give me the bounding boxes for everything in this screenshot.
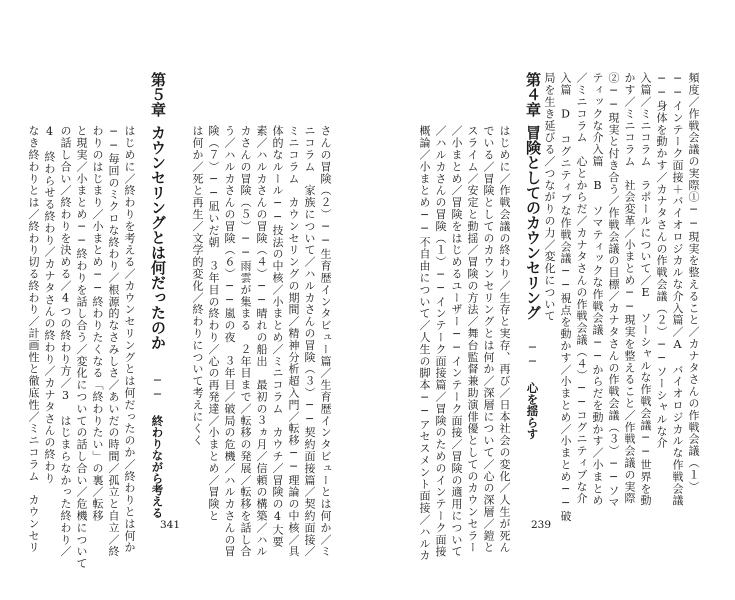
chapter-label: 第４章 (524, 72, 542, 117)
toc-line: でいる／冒険としてのカウンセリングとは何か／深層について／心の深層／鎧と (482, 125, 495, 554)
chapter-label: 第５章 (149, 72, 167, 117)
toc-line: ──毎回のミクロな終わり／根源的なさみしさ／あいだの時間／孤立と自立／終 (107, 125, 120, 558)
toc-line: スライム／安定と動揺／冒険の方法／舞台監督兼助演俳優としてのカウンセラー (466, 125, 479, 554)
toc-line: はじめに／終わりを考える／カウンセリングとは何だったのか／終わりとは何か (123, 125, 136, 554)
chapter-subtitle: ── 終わりながら考える (150, 373, 165, 519)
toc-line: う／ハルカさんの冒険（６）──嵐の夜 ３年目／破局の危機／ハルカさんの冒 (223, 125, 236, 558)
toc-line: 4 終わらせる終わり／カナタさんの終わり／カナタさんの終わり (43, 125, 56, 484)
toc-line: わりのはじまり／小まとめ──終わりたくなる「終わりたい」の裏／転移 (91, 125, 104, 522)
toc-line: 概論／小まとめ──不自由について／人生の脚本──アセスメント面接／ハルカ (418, 125, 431, 562)
left-page (0, 0, 367, 600)
toc-line: ②──現実と付き合う／作戦会議の目標／カナタさんの作戦会議（３）──ソマ (607, 72, 620, 509)
chapter-subtitle: ── 心を揺らす (525, 340, 540, 440)
right-page (368, 0, 735, 600)
toc-line: ニコラム 家族について／ハルカさんの冒険（３）──契約面接篇／契約面接／ (303, 125, 316, 558)
page-number: 341 (160, 519, 181, 531)
toc-line: さんの冒険（２）──生育歴インタビュー篇／生育歴インタビューとは何か／ミ (319, 125, 332, 558)
toc-line: と現実／小まとめ──終わりを話し合う／変化についての話し合い／危機について (75, 125, 88, 570)
toc-line: ティックな介入篇 B ソマティックな作戦会議──からだを動かす／小まとめ (591, 72, 604, 507)
toc-line: なき終わりとは／終わり切る終わり／計画性と徹底性／ミニコラム カウンセリ (27, 125, 40, 554)
toc-line: 素／ハルカさんの冒険（４）──晴れの船出 最初の３ヵ月／信頼の構築／ハル (255, 125, 268, 558)
toc-line: ／ミニコラム 心とからだ／カナタさんの作戦会議（４）──コグニティブな介 (575, 72, 588, 505)
toc-line: 入篇／ミニコラム ラポールについて／E ソーシャルな作戦会議──世界を動 (639, 72, 652, 507)
toc-line: 体的なルール──技法の中核／小まとめ／ミニコラム カウチ／冒険の4大要 (271, 125, 284, 548)
toc-line: ／ハルカさんの冒険（１）──インテーク面接篇／冒険のためのインテーク面接 (434, 125, 447, 558)
toc-line: 頻度／作戦会議の実際①──現実を整えること／カナタさんの作戦会議（１） (687, 72, 700, 493)
page-number: 239 (531, 519, 552, 531)
chapter-title: 冒険としてのカウンセリング (524, 125, 542, 320)
toc-line: ミニコラム カウンセリングの期間／精神分析超入門／転移──理論の中核／具 (287, 125, 300, 558)
toc-line: カさんの冒険（５）──雨雲が集まる ２年目まで／転移の発展／転移を話し合 (239, 125, 252, 558)
toc-line: は何か／死と再生／文学的変化／終わりについて考えにくく (191, 125, 204, 447)
toc-line: かす／ミニコラム 社会変革／小まとめ──現実を整えること／作戦会議の実際 (623, 72, 636, 505)
toc-line: の話し合い／終わりを決める／4つの終わり方／3 はじまらなかった終わり／ (59, 125, 72, 558)
toc-line: 入篇 D コグニティブな作戦会議──視点を動かす／小まとめ／小まとめ──破 (559, 72, 572, 523)
toc-line: 険（７）──凪いだ朝 ３年目の終わり／心の再発達／小まとめ／冒険と (207, 125, 220, 522)
toc-line: はじめに／作戦会議の終わり／生存と実存、再び／日本社会の変化／人生が死ん (498, 125, 511, 554)
toc-line: 局を生き延びる／つながりの力／変化について (543, 72, 556, 322)
chapter-title: カウンセリングとは何だったのか (149, 125, 167, 350)
toc-line: ／小まとめ／冒険をはじめるユーザー──インテーク面接／冒険の適用について (450, 125, 463, 558)
toc-line: ──身体を動かす／カナタさんの作戦会議（２）──ソーシャルな介 (655, 72, 668, 449)
toc-line: ──インテーク面接＋バイオロジカルな介入篇／A バイオロジカルな作戦会議 (671, 72, 684, 507)
